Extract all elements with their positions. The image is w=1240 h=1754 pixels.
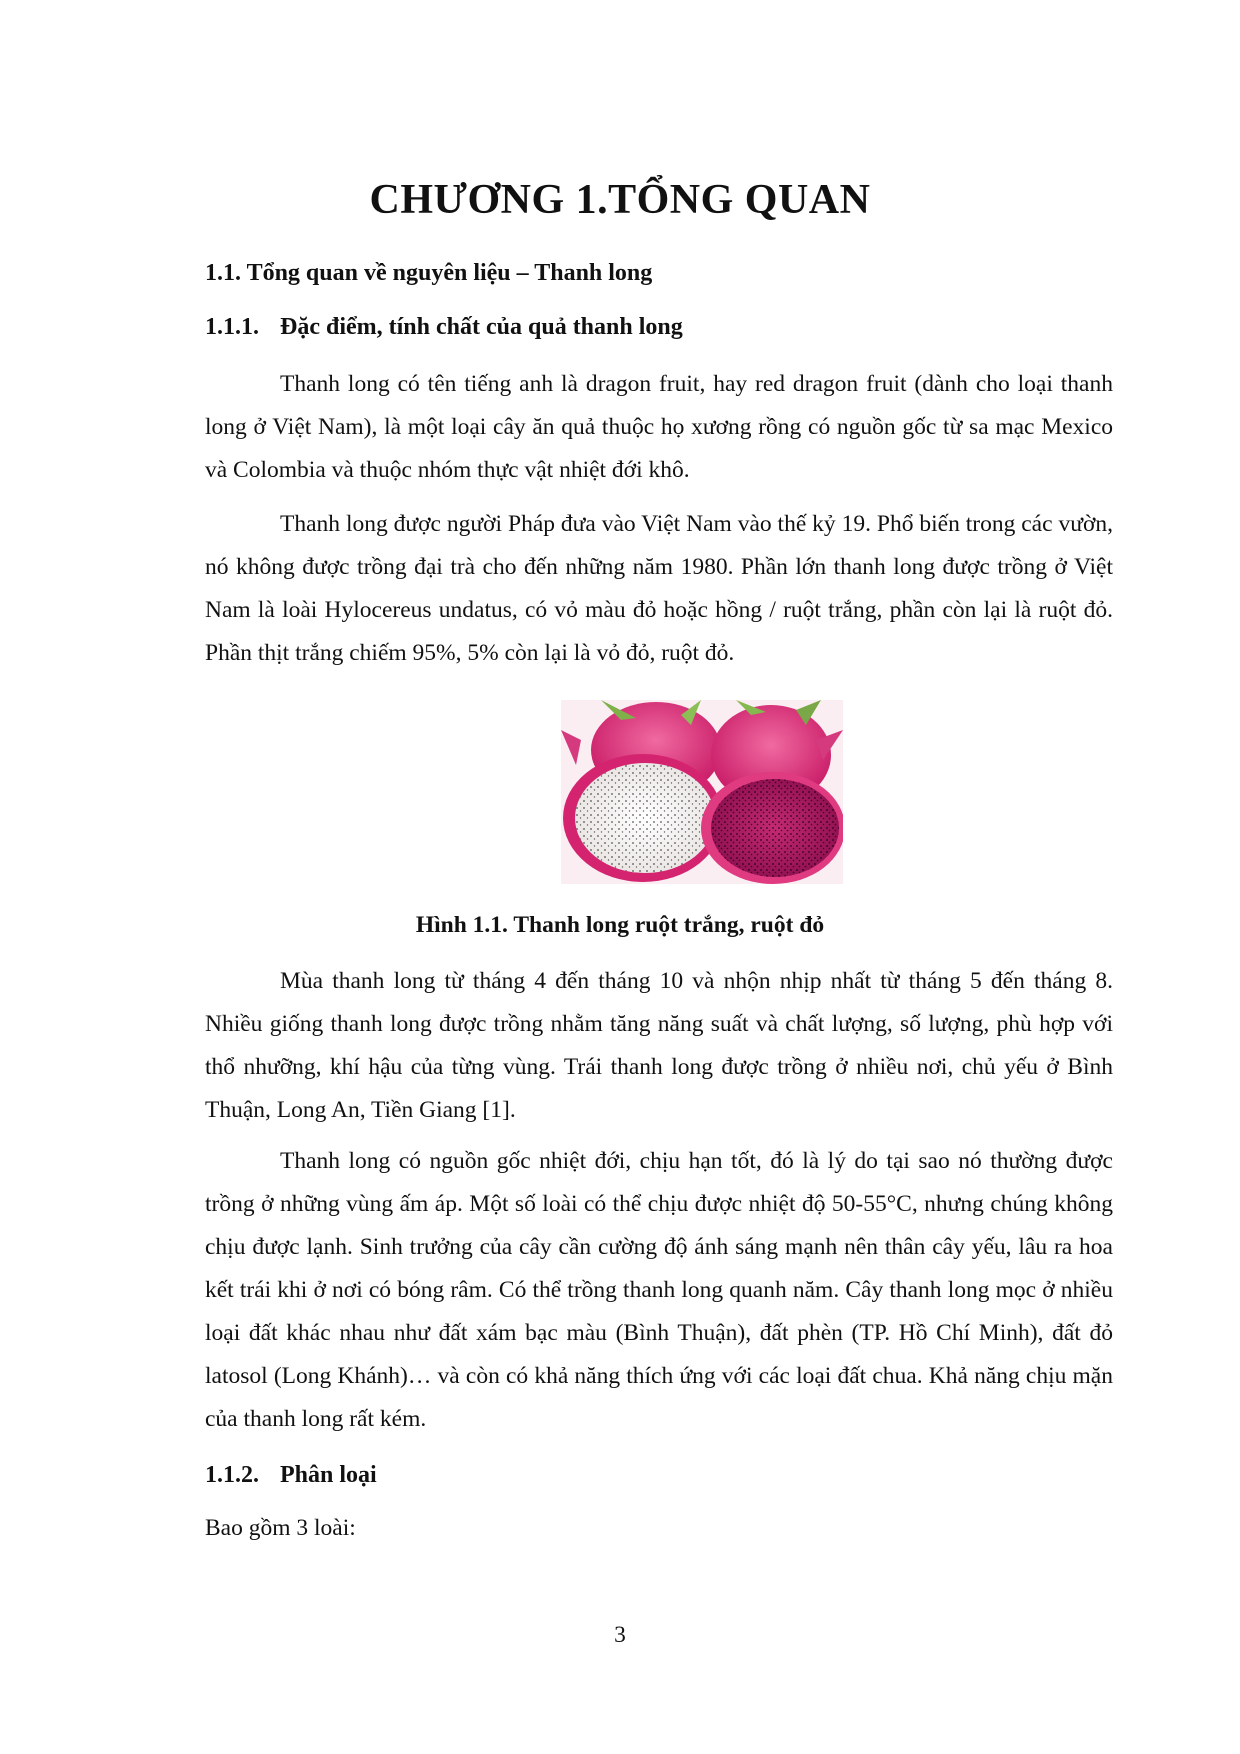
intro-line: Bao gồm 3 loài: <box>205 1515 356 1541</box>
section-heading-1-1-2 <box>205 1462 377 1489</box>
section-title: Phân loại <box>280 1462 377 1488</box>
paragraph-2: Thanh long được người Pháp đưa vào Việt Nam vào thế kỷ 19. Phổ biến trong các vườn, nó không được trồng đại trà cho đến những năm 1980. Phần lớn thanh long được trồng ở Việt Nam là loài Hylocereus undatus, có vỏ màu đỏ hoặc hồng / ruột trắng, phần còn lại là ruột đỏ. Phần thịt trắng chiếm 95%, 5% còn lại là vỏ đỏ, ruột đỏ. <box>205 511 1113 666</box>
white-flesh-half <box>563 754 723 882</box>
chapter-title: CHƯƠNG 1.TỔNG QUAN <box>369 177 871 223</box>
figure-caption: Hình 1.1. Thanh long ruột trắng, ruột đỏ <box>415 912 825 938</box>
paragraph-3: Mùa thanh long từ tháng 4 đến tháng 10 và nhộn nhịp nhất từ tháng 5 đến tháng 8. Nhiều giống thanh long được trồng nhằm tăng năng suất và chất lượng, số lượng, phù hợp với thổ nhưỡng, khí hậu của từng vùng. Trái thanh long được trồng ở nhiều nơi, chủ yếu ở Bình Thuận, Long An, Tiền Giang [1]. <box>205 968 1113 1123</box>
page-number: 3 <box>614 1622 626 1648</box>
paragraph-4: Thanh long có nguồn gốc nhiệt đới, chịu hạn tốt, đó là lý do tại sao nó thường được trồng ở những vùng ấm áp. Một số loài có thể chịu được nhiệt độ 50-55°C, nhưng chúng không chịu được lạnh. Sinh trưởng của cây cần cường độ ánh sáng mạnh nên thân cây yếu, lâu ra hoa kết trái khi ở nơi có bóng râm. Có thể trồng thanh long quanh năm. Cây thanh long mọc ở nhiều loại đất khác nhau như đất xám bạc màu (Bình Thuận), đất phèn (TP. Hồ Chí Minh), đất đỏ latosol (Long Khánh)… và còn có khả năng thích ứng với các loại đất chua. Khả năng chịu mặn của thanh long rất kém. <box>205 1148 1113 1432</box>
section-heading-1-1-1 <box>205 314 683 341</box>
red-flesh-half <box>701 772 843 884</box>
section-number: 1.1.1. <box>205 314 259 340</box>
section-title: Đặc điểm, tính chất của quả thanh long <box>280 314 683 340</box>
section-heading-1-1: 1.1. Tổng quan về nguyên liệu – Thanh long <box>205 260 653 286</box>
paragraph-1: Thanh long có tên tiếng anh là dragon fruit, hay red dragon fruit (dành cho loại thanh long ở Việt Nam), là một loại cây ăn quả thuộc họ xương rồng có nguồn gốc từ sa mạc Mexico và Colombia và thuộc nhóm thực vật nhiệt đới khô. <box>205 371 1113 483</box>
dragon-fruit-image <box>561 700 843 884</box>
section-number: 1.1.2. <box>205 1462 259 1488</box>
